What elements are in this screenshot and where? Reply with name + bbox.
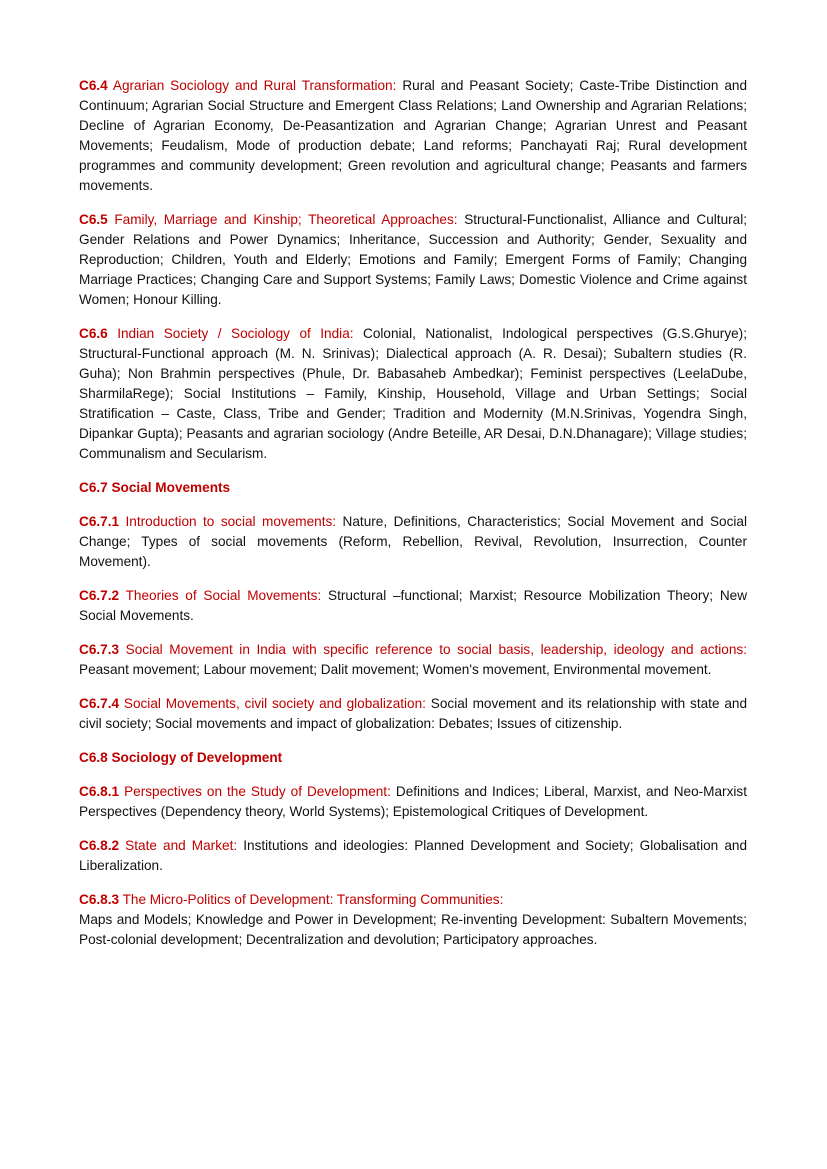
section-c6-7-1 (79, 512, 747, 572)
section-body: Institutions and ideologies: Planned Development and Society; Globalisation and Liberalization. (79, 838, 747, 873)
section-title: Agrarian Sociology and Rural Transformation: (112, 78, 397, 93)
heading-c6-7 (79, 478, 747, 498)
section-c6-6 (79, 324, 747, 464)
section-c6-7-2 (79, 586, 747, 626)
section-c6-5 (79, 210, 747, 310)
section-title: Theories of Social Movements: (125, 588, 322, 603)
section-body: Colonial, Nationalist, Indological perspectives (G.S.Ghurye); Structural-Functional approach (M. N. Srinivas); Dialectical approach (A. R. Desai); Subaltern studies (R. Guha); Non Brahmin perspectives (Phule, Dr. Babasaheb Ambedkar); Feminist perspectives (LeelaDube, SharmilaRege); Social Institutions – Family, Kinship, Household, Village and Urban Settings; Social Stratification – Caste, Class, Tribe and Gender; Tradition and Modernity (M.N.Srinivas, Yogendra Singh, Dipankar Gupta); Peasants and agrarian sociology (Andre Beteille, AR Desai, D.N.Dhanagare); Village studies; Communalism and Secularism. (79, 326, 747, 461)
section-title: Family, Marriage and Kinship; Theoretical Approaches: (114, 212, 458, 227)
section-body: Structural –functional; Marxist; Resource Mobilization Theory; New Social Movements. (79, 588, 748, 623)
section-c6-4 (79, 76, 747, 196)
section-heading: C6.8 Sociology of Development (79, 750, 283, 765)
section-c6-7-3 (79, 640, 747, 680)
section-body: Peasant movement; Labour movement; Dalit movement; Women's movement, Environmental movement. (79, 662, 712, 677)
section-body: Maps and Models; Knowledge and Power in Development; Re-inventing Development: Subaltern Movements; Post-colonial development; Decentralization and devolution; Participatory approaches. (79, 912, 747, 947)
section-title: Indian Society / Sociology of India: (117, 326, 354, 341)
section-body: Nature, Definitions, Characteristics; Social Movement and Social Change; Types of social movements (Reform, Rebellion, Revival, Revolution, Insurrection, Counter Movement). (79, 514, 747, 569)
section-title: Social Movement in India with specific reference to social basis, leadership, ideology and actions: (125, 642, 748, 657)
section-heading: C6.7 Social Movements (79, 480, 231, 495)
section-title: The Micro-Politics of Development: Transforming Communities: (122, 892, 504, 907)
section-c6-7-4 (79, 694, 747, 734)
section-title: Social Movements, civil society and globalization: (123, 696, 426, 711)
section-title: Introduction to social movements: (125, 514, 337, 529)
section-code: C6.8.2 (79, 838, 120, 853)
section-body: Social movement and its relationship with state and civil society; Social movements and impact of globalization: Debates; Issues of citizenship. (79, 696, 747, 731)
heading-c6-8 (79, 748, 747, 768)
section-code: C6.7.2 (79, 588, 120, 603)
section-c6-8-2 (79, 836, 747, 876)
section-c6-8-3 (79, 890, 747, 950)
section-title: Perspectives on the Study of Development: (124, 784, 391, 799)
section-code: C6.6 (79, 326, 108, 341)
section-code: C6.8.3 (79, 892, 120, 907)
section-code: C6.4 (79, 78, 108, 93)
section-code: C6.7.4 (79, 696, 120, 711)
section-c6-8-1 (79, 782, 747, 822)
section-code: C6.5 (79, 212, 108, 227)
section-code: C6.7.3 (79, 642, 120, 657)
section-body: Structural-Functionalist, Alliance and Cultural; Gender Relations and Power Dynamics; Inheritance, Succession and Authority; Gender, Sexuality and Reproduction; Children, Youth and Elderly; Emotions and Family; Emergent Forms of Family; Changing Marriage Practices; Changing Care and Support Systems; Family Laws; Domestic Violence and Crime against Women; Honour Killing. (79, 212, 748, 307)
section-code: C6.8.1 (79, 784, 120, 799)
section-body: Definitions and Indices; Liberal, Marxist, and Neo-Marxist Perspectives (Dependency theory, World Systems); Epistemological Critiques of Development. (79, 784, 747, 819)
section-body: Rural and Peasant Society; Caste-Tribe Distinction and Continuum; Agrarian Social Structure and Emergent Class Relations; Land Ownership and Agrarian Relations; Decline of Agrarian Economy, De-Peasantization and Agrarian Change; Agrarian Unrest and Peasant Movements; Feudalism, Mode of production debate; Land reforms; Panchayati Raj; Rural development programmes and community development; Green revolution and agricultural change; Peasants and farmers movements. (79, 78, 747, 193)
section-title: State and Market: (125, 838, 238, 853)
document-page (79, 76, 747, 964)
section-code: C6.7.1 (79, 514, 120, 529)
